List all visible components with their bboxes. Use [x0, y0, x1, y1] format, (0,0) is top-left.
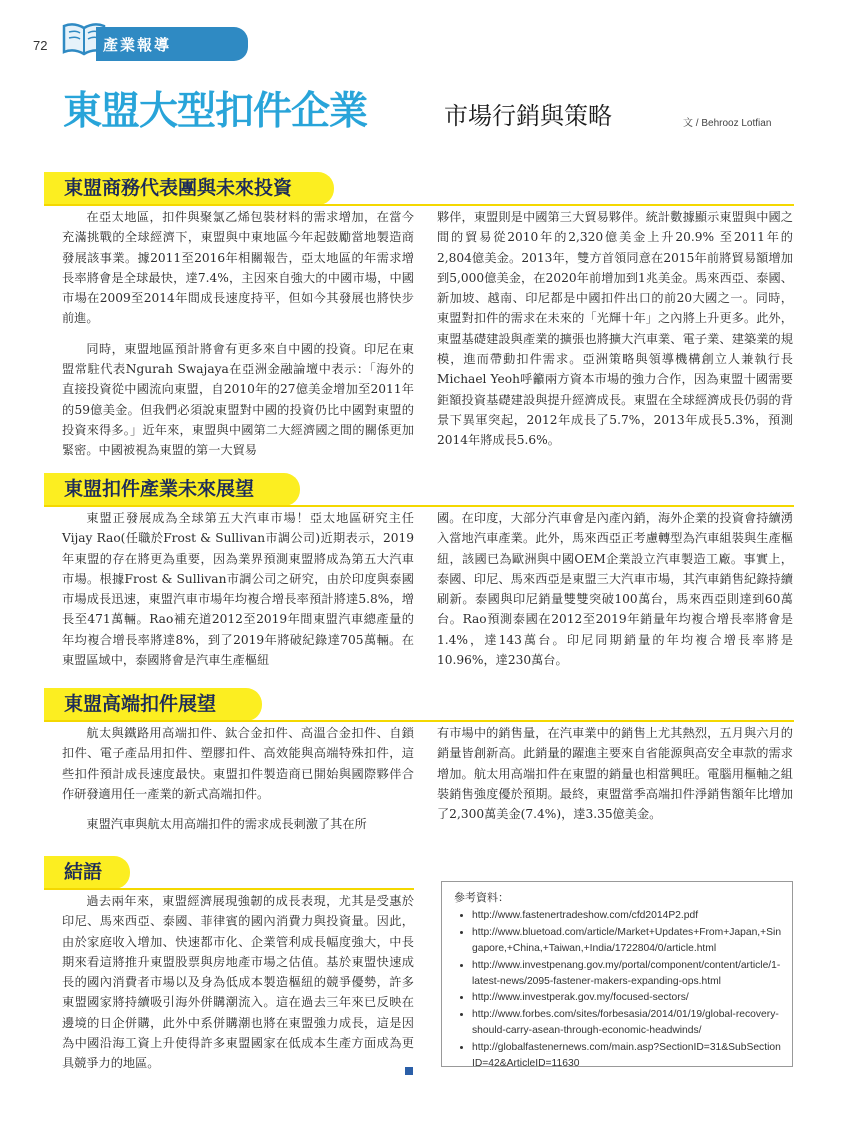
section-2-left-column	[62, 508, 414, 680]
section-heading-4: 結語	[44, 856, 130, 889]
section-rule-3	[44, 720, 794, 722]
end-mark	[405, 1067, 413, 1075]
article-title: 東盟大型扣件企業	[63, 89, 368, 134]
reference-link[interactable]: • http://www.investpenang.gov.my/portal/component/content/article/1-latest-news/2095-fastener-makers-expanding-ops.html	[472, 958, 782, 991]
section-rule-2	[44, 505, 794, 507]
section-3-right-column	[437, 723, 793, 834]
references-list	[454, 908, 782, 1072]
paragraph: 東盟正發展成為全球第五大汽車市場！亞太地區研究主任Vijay Rao(任職於Frost & Sullivan市調公司)近期表示，2019年東盟的存在將更為重要，因為業界預測東盟將成為第五大汽車市場。根據Frost & Sullivan市調公司之研究，由於印度與泰國市場成長迅速，東盟汽車市場年均複合增長率預計將達5.8%，增長至471萬輛。Rao補充道2012至2019年間東盟汽車總產量的年均複合增長率將達8%，到了2019年將破紀錄達705萬輛。在東盟區域中，泰國將會是汽車生產樞紐	[62, 511, 414, 668]
paragraph: 東盟汽車與航太用高端扣件的需求成長刺激了其在所	[86, 817, 367, 832]
paragraph: 國。在印度，大部分汽車會是內產內銷，海外企業的投資會持續湧入當地汽車產業。此外，馬來西亞正考慮轉型為汽車組裝與生產樞紐，該國已為歐洲與中國OEM企業設立汽車製造工廠。事實上，泰國、印尼、馬來西亞是東盟三大汽車市場，其汽車銷售紀錄持續刷新。泰國與印尼銷量雙雙突破100萬台，馬來西亞則達到60萬台。Rao預測泰國在2012至2019年銷量年均複合增長率將會是1.4%，達143萬台。印尼同期銷量的年均複合增長率將是10.96%，達230萬台。	[437, 511, 793, 668]
paragraph: 夥伴，東盟則是中國第三大貿易夥伴。統計數據顯示東盟與中國之間的貿易從2010年的2,320億美金上升20.9% 至2011年的2,804億美金。2013年，雙方首領同意在2015年前將貿易額增加到5,000億美金，在2020年前增加到1兆美金。馬來西亞、泰國、新加坡、越南、印尼都是中國扣件出口的前20大國之一。同時，東盟對扣件的需求在未來的「光輝十年」之內將上升更多。此外，東盟基礎建設與產業的擴張也將擴大汽車業、電子業、建築業的規模，進而帶動扣件需求。亞洲策略與領導機構創立人兼執行長Michael Yeoh呼籲兩方資本市場的強力合作，因為東盟十國需要鉅額投資基礎建設與提升經濟成長。東盟在全球經濟成長仍弱的背景下異軍突起，2012年成長了5.7%，2013年成長5.3%，預測2014年將成長5.6%。	[437, 210, 793, 448]
header-label: 產業報導	[103, 36, 172, 54]
paragraph: 同時，東盟地區預計將會有更多來自中國的投資。印尼在東盟常駐代表Ngurah Swajaya在亞洲金融論壇中表示：「海外的直接投資從中國流向東盟，自2010年的27億美金增加至2011年的59億美金。但我們必須說東盟對中國的投資仍比中國對東盟的投資來得多。」近年來，東盟與中國第二大經濟國之間的關係更加緊密。中國被視為東盟的第一大貿易	[62, 341, 414, 458]
section-rule-4	[44, 888, 414, 890]
section-1-right-column	[437, 207, 793, 461]
reference-link[interactable]: • http://www.investperak.gov.my/focused-sectors/	[472, 990, 782, 1006]
section-heading-1: 東盟商務代表團與未來投資	[44, 172, 334, 205]
section-4-left-column	[62, 891, 414, 1084]
section-heading-2: 東盟扣件產業未來展望	[44, 473, 300, 506]
reference-link[interactable]: • http://www.forbes.com/sites/forbesasia/2014/01/19/global-recovery-should-carry-asean-through-economic-headwinds/	[472, 1007, 782, 1040]
page-number: 72	[33, 38, 48, 53]
section-1-left-column	[62, 207, 414, 471]
paragraph: 過去兩年來，東盟經濟展現強韌的成長表現，尤其是受惠於印尼、馬來西亞、泰國、菲律賓的國內消費力與投資量。因此，由於家庭收入增加、快速都市化、企業管利成長幅度強大，中長期來看這將推升東盟股票與房地產市場之估值。基於東盟快速成長的國內消費者市場以及身為低成本製造樞紐的競爭優勢，許多東盟國家將持續吸引海外併購潮流入。這在過去三年來已反映在邊境的日企併購，此外中系併購潮也將在東盟強力成長，這是因為中國沿海工資上升使得許多東盟國家在低成本生產方面成為更具競爭力的地區。	[62, 894, 414, 1071]
section-heading-3: 東盟高端扣件展望	[44, 688, 262, 721]
paragraph: 有市場中的銷售量，在汽車業中的銷售上尤其熱烈，五月與六月的銷量皆創新高。此銷量的躍進主要來自省能源與高安全車款的需求增加。航太用高端扣件在東盟的銷量也相當興旺。電腦用樞軸之組裝銷售強度優於預期。最終，東盟當季高端扣件淨銷售額年比增加了2,300萬美金(7.4%)，達3.35億美金。	[437, 726, 793, 822]
reference-link[interactable]: • http://www.bluetoad.com/article/Market+Updates+From+Japan,+Singapore,+China,+Taiwan,+India/1722804/0/article.html	[472, 925, 782, 958]
section-3-left-column	[62, 723, 414, 844]
section-rule-1	[44, 204, 794, 206]
references-box	[441, 881, 793, 1070]
section-2-right-column	[437, 508, 793, 680]
article-subtitle: 市場行銷與策略	[444, 102, 612, 130]
reference-link[interactable]: • http://globalfastenernews.com/main.asp?SectionID=31&SubSectionID=42&ArticleID=11630	[472, 1040, 782, 1073]
reference-link[interactable]: • http://www.fastenertradeshow.com/cfd2014P2.pdf	[472, 908, 782, 924]
article-byline: 文 / Behrooz Lotfian	[683, 118, 772, 129]
paragraph: 在亞太地區，扣件與聚氯乙烯包裝材料的需求增加，在當今充滿挑戰的全球經濟下，東盟與中東地區今年起鼓勵當地製造商發展該事業。據2011至2016年相關報告，亞太地區的年需求增長率將會是全球最快，達7.4%，主因來自強大的中國市場，中國市場在2009至2014年間成長速度持平，但如今其發展也將快步前進。	[62, 210, 414, 326]
references-title: 參考資料：	[454, 892, 509, 904]
paragraph: 航太與鐵路用高端扣件、鈦合金扣件、高溫合金扣件、自鎖扣件、電子產品用扣件、塑膠扣件、高效能與高端特殊扣件，這些扣件預計成長速度最快。東盟扣件製造商已開始與國際夥伴合作研發適用任一產業的新式高端扣件。	[62, 726, 414, 801]
